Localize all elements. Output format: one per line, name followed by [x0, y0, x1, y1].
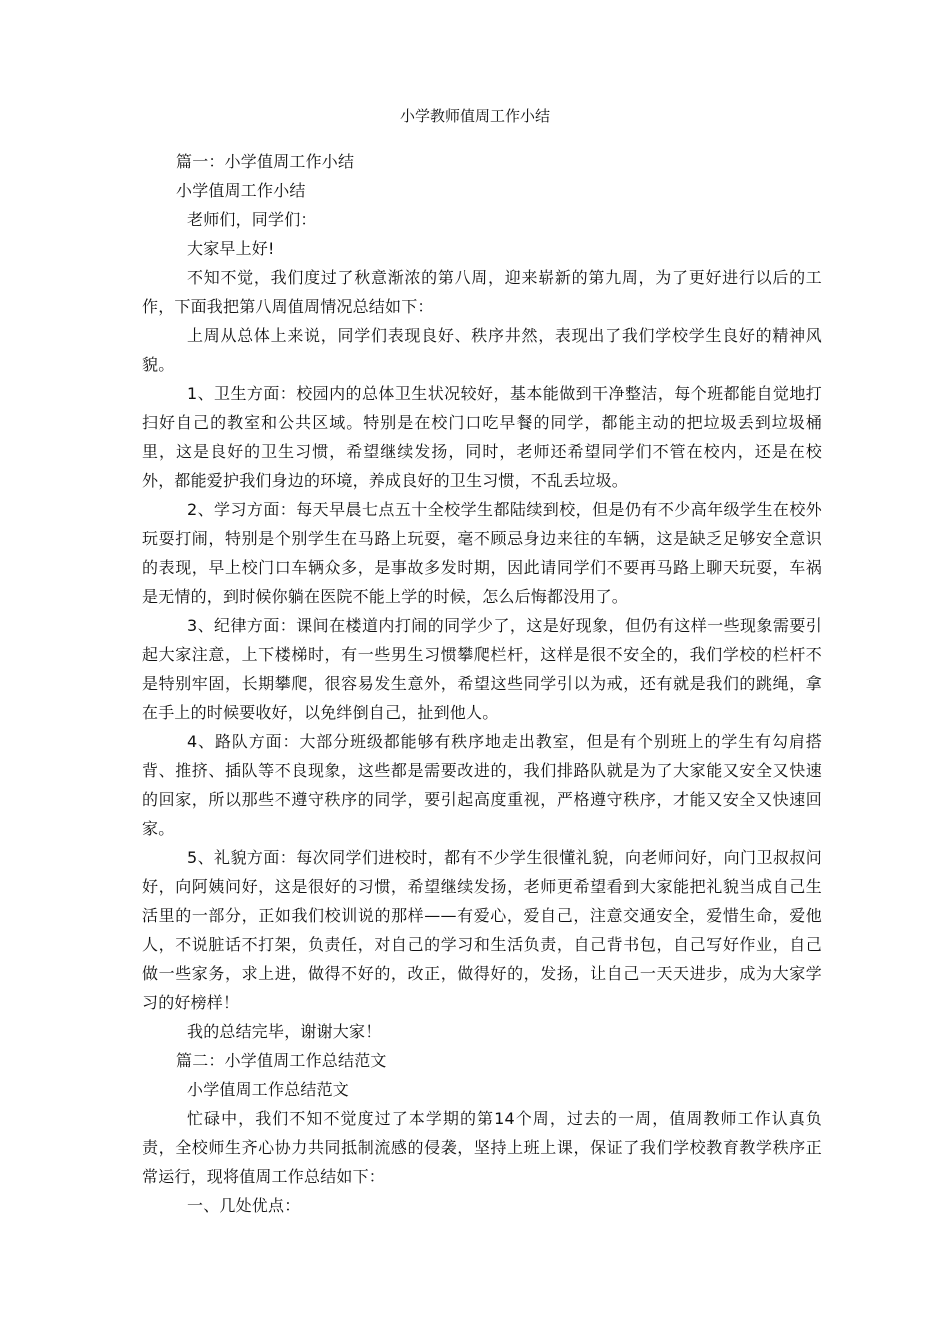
greeting: 老师们，同学们： [187, 210, 317, 229]
hygiene-paragraph: 1、卫生方面：校园内的总体卫生状况较好，基本能做到干净整洁，每个班都能自觉地打扫好自己的教室和公共区域。特别是在校门口吃早餐的同学，都能主动的把垃圾丢到垃圾桶里，这是良好的卫生习惯，希望继续发扬，同时，老师还希望同学们不管在校内，还是在校外，都能爱护我们身边的环境，养成良好的卫生习惯，不乱丢垃圾。 [142, 384, 822, 490]
overview-paragraph: 上周从总体上来说，同学们表现良好、秩序井然，表现出了我们学校学生良好的精神风貌。 [142, 326, 822, 374]
road-team-paragraph: 4、路队方面：大部分班级都能够有秩序地走出教室，但是有个别班上的学生有勾肩搭背、推挤、插队等不良现象，这些都是需要改进的，我们排路队就是为了大家能又安全又快速的回家，所以那些不遵守秩序的同学，要引起高度重视，严格遵守秩序，才能又安全又快速回家。 [142, 732, 822, 838]
closing-paragraph: 我的总结完毕，谢谢大家！ [187, 1022, 382, 1041]
study-paragraph: 2、学习方面：每天早晨七点五十全校学生都陆续到校，但是仍有不少高年级学生在校外玩耍打闹，特别是个别学生在马路上玩耍，毫不顾忌身边来往的车辆，这是缺乏足够安全意识的表现，早上校门口车辆众多，是事故多发时期，因此请同学们不要再马路上聊天玩耍，车祸是无情的，到时候你躺在医院不能上学的时候，怎么后悔都没用了。 [142, 500, 822, 606]
intro-paragraph: 不知不觉，我们度过了秋意渐浓的第八周，迎来崭新的第九周，为了更好进行以后的工作，下面我把第八周值周情况总结如下： [142, 268, 822, 316]
subtitle-2: 小学值周工作总结范文 [187, 1080, 350, 1099]
subtitle-1: 小学值周工作小结 [176, 181, 306, 200]
document-body [142, 147, 822, 1220]
manners-paragraph: 5、礼貌方面：每次同学们进校时，都有不少学生很懂礼貌，向老师问好，向门卫叔叔问好，向阿姨问好，这是很好的习惯，希望继续发扬，老师更希望看到大家能把礼貌当成自己生活里的一部分，正如我们校训说的那样——有爱心，爱自己，注意交通安全，爱惜生命，爱他人，不说脏话不打架，负责任，对自己的学习和生活负责，自己背书包，自己写好作业，自己做一些家务，求上进，做得不好的，改正，做得好的，发扬，让自己一天天进步，成为大家学习的好榜样！ [142, 848, 822, 1012]
summary-intro-paragraph: 忙碌中，我们不知不觉度过了本学期的第14个周，过去的一周，值周教师工作认真负责，全校师生齐心协力共同抵制流感的侵袭，坚持上班上课，保证了我们学校教育教学秩序正常运行，现将值周工作总结如下： [142, 1109, 822, 1186]
section-heading-1: 篇一：小学值周工作小结 [176, 152, 355, 171]
discipline-paragraph: 3、纪律方面：课间在楼道内打闹的同学少了，这是好现象，但仍有这样一些现象需要引起大家注意，上下楼梯时，有一些男生习惯攀爬栏杆，这样是很不安全的，我们学校的栏杆不是特别牢固，长期攀爬，很容易发生意外，希望这些同学引以为戒，还有就是我们的跳绳，拿在手上的时候要收好，以免绊倒自己，扯到他人。 [142, 616, 822, 722]
merits-heading: 一、几处优点： [187, 1196, 301, 1215]
document-title: 小学教师值周工作小结 [399, 107, 550, 125]
section-heading-2: 篇二：小学值周工作总结范文 [176, 1051, 387, 1070]
salutation: 大家早上好! [187, 239, 275, 258]
